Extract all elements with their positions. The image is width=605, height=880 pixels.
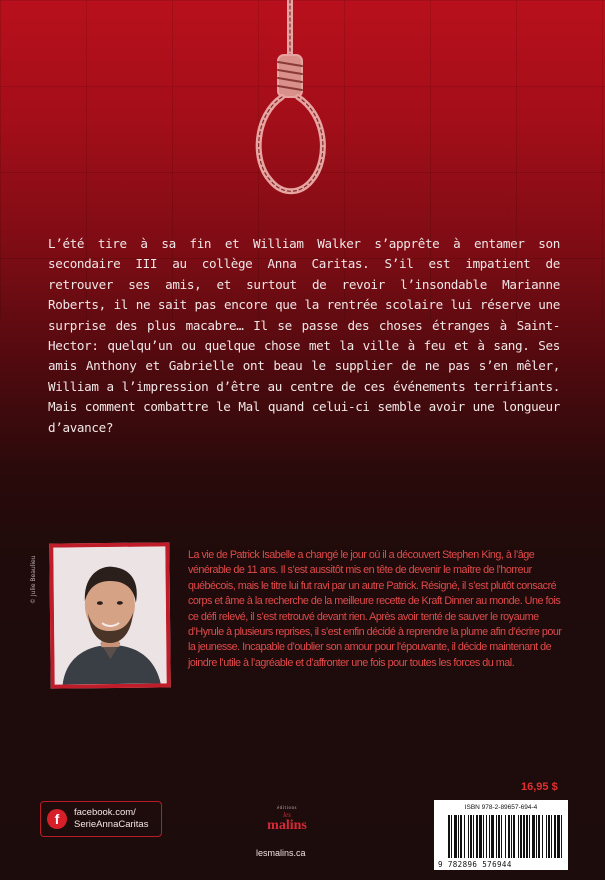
photo-credit: © Julie Beaulieu [30,555,37,604]
facebook-link[interactable] [40,801,162,837]
isbn-label: ISBN 978-2-89657-694-4 [464,804,538,811]
facebook-url-line2: SerieAnnaCaritas [74,819,149,830]
barcode [434,800,568,870]
author-bio-text: La vie de Patrick Isabelle a changé le jour où il a découvert Stephen King, à l’âge vénérable de 11 ans. Il s’est aussitôt mis en tête de devenir le maître de l’horreur québécois, mais le titre lui fut ravi par un autre Patrick. Résigné, il s’est plutôt consacré corps et âme à la recherche de la meilleure recette de Kraft Dinner au monde. Une fois ce défi relevé, il s’est retrouvé devant rien. Après avoir tenté de sauver le royaume d’Hyrule à plusieurs reprises, il s’est enfin décidé à reprendre la plume afin d’écrire pour la jeunesse. Incapable d’oublier son amour pour l’épouvante, il décide maintenant de joindre l’utile à l’agréable et d’affronter une fois pour toutes les forces du mal. [188,549,562,669]
facebook-icon: f [47,809,67,829]
publisher-editions: éditions [277,806,297,811]
facebook-url-line1: facebook.com/ [74,807,136,818]
price: 16,95 $ [521,781,558,793]
barcode-bars [448,815,562,858]
noose-illustration [230,0,350,210]
back-cover-blurb [48,234,560,438]
publisher-name: malins [267,818,307,833]
author-photo [49,542,171,688]
publisher-les: les [283,811,291,819]
facebook-url [74,807,148,831]
author-portrait-image [53,546,166,684]
ean-number: 9 782896 576944 [438,860,512,869]
author-bio [188,548,570,671]
publisher-logo [262,806,312,832]
blurb-text: L’été tire à sa fin et William Walker s’apprête à entamer son secondaire III au collège Anna Caritas. S’il est impatient de retrouver ses amis, et surtout de revoir l’insondable Marianne Roberts, il ne sait pas encore que la rentrée scolaire lui réserve une surprise des plus macabre… Il se passe des choses étranges à Saint-Hector: quelqu’un ou quelque chose met la ville à feu et à sang. Ses amis Anthony et Gabrielle ont beau le supplier de ne pas s’en mêler, William a l’impression d’être au centre de ces événements terrifiants. Mais comment combattre le Mal quand celui-ci semble avoir une longueur d’avance? [48,236,560,435]
publisher-website[interactable]: lesmalins.ca [256,848,306,858]
